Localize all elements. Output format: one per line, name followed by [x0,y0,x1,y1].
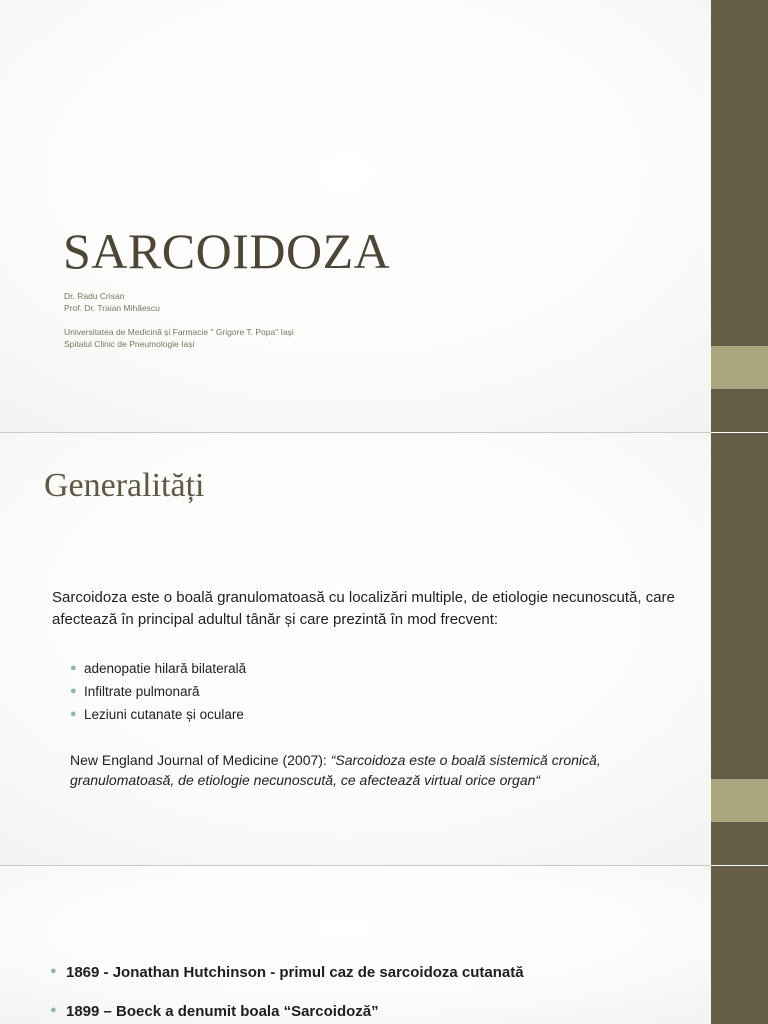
slide-title: Generalități [44,467,205,504]
author-line: Prof. Dr. Traian Mihăescu [64,303,160,313]
nejm-quote [70,750,670,790]
list-item [70,657,246,680]
bullet-dot-icon: ● [50,1004,57,1016]
history-list [50,964,524,1024]
author-line: Dr. Radu Crisan [64,291,125,301]
list-item-text: Leziuni cutanate și oculare [84,707,244,722]
list-item-text: adenopatie hilară bilaterală [84,661,247,676]
list-item-text: 1899 – Boeck a denumit boala “Sarcoidoză” [66,1003,379,1020]
list-item [50,964,524,981]
list-item [50,1003,524,1020]
slide-sidebar-accent [711,346,768,389]
quote-text: “Sarcoidoza este o boală sistemică cronică, granulomatoasă, de etiologie necunoscută, ce afectează virtual orice organ“ [70,752,601,788]
slide-sidebar-accent [711,779,768,822]
list-item-text: 1869 - Jonathan Hutchinson - primul caz de sarcoidoza cutanată [66,964,524,981]
institution-line: Universitatea de Medicină și Farmacie " Grigore T. Popa" Iași [64,327,294,337]
slide-sidebar [711,866,768,1024]
bullet-dot-icon: ● [70,662,77,674]
history-slide [0,866,768,1024]
bullet-dot-icon: ● [70,708,77,720]
quote-source: New England Journal of Medicine (2007): [70,752,331,768]
bullet-dot-icon: ● [50,965,57,977]
title-slide [0,0,768,432]
generalitati-slide [0,433,768,865]
institution-line: Spitalul Clinic de Pneumologie Iași [64,339,195,349]
list-item-text: Infiltrate pulmonară [84,684,200,699]
intro-paragraph: Sarcoidoza este o boală granulomatoasă cu localizări multiple, de etiologie necunoscută, care afectează în principal adultul tânăr și care prezintă în mod frecvent: [52,589,675,628]
credits-block [64,290,294,350]
bullet-dot-icon: ● [70,685,77,697]
presentation-title: SARCOIDOZA [63,223,391,279]
list-item [70,680,246,703]
list-item [70,703,246,726]
symptom-list [70,657,246,726]
